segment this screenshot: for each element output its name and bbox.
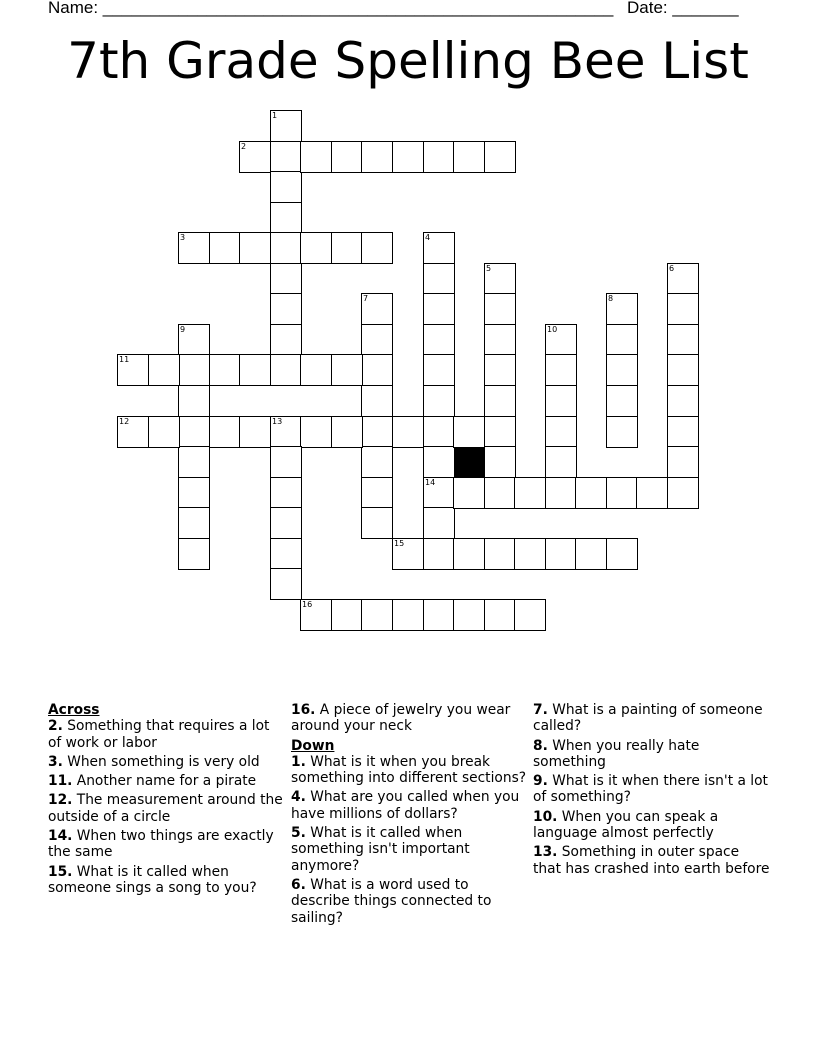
grid-cell[interactable] — [545, 324, 577, 356]
grid-cell[interactable] — [545, 538, 577, 570]
grid-cell[interactable] — [361, 141, 393, 173]
grid-cell[interactable] — [270, 171, 302, 203]
grid-cell[interactable] — [575, 477, 607, 509]
grid-cell[interactable] — [423, 477, 455, 509]
clue-number: 10 — [547, 325, 558, 334]
grid-cell[interactable] — [270, 110, 302, 142]
grid-cell[interactable] — [178, 324, 210, 356]
clue-across: 14. When two things are exactly the same — [48, 828, 274, 861]
grid-cell[interactable] — [270, 507, 302, 539]
grid-cell[interactable] — [331, 232, 363, 264]
grid-cell[interactable] — [209, 354, 241, 386]
clue-number: 16 — [302, 600, 313, 609]
grid-cell[interactable] — [575, 538, 607, 570]
grid-cell[interactable] — [178, 385, 210, 417]
grid-cell[interactable] — [178, 232, 210, 264]
grid-cell[interactable] — [361, 599, 393, 631]
grid-cell[interactable] — [178, 477, 210, 509]
down-heading: Down — [291, 737, 335, 754]
clue-down: 8. When you really hate something — [533, 737, 700, 770]
grid-cell[interactable] — [392, 141, 424, 173]
grid-cell[interactable] — [453, 141, 485, 173]
grid-cell[interactable] — [270, 232, 302, 264]
grid-cell[interactable] — [667, 293, 699, 325]
grid-cell[interactable] — [545, 446, 577, 478]
grid-cell[interactable] — [514, 599, 546, 631]
grid-cell[interactable] — [148, 354, 180, 386]
grid-cell[interactable] — [423, 263, 455, 295]
grid-cell[interactable] — [270, 141, 302, 173]
clue-across: 15. What is it called when someone sings a song to you? — [48, 863, 257, 896]
grid-cell[interactable] — [453, 416, 485, 448]
grid-cell[interactable] — [178, 538, 210, 570]
grid-cell[interactable] — [667, 416, 699, 448]
clue-down: 4. What are you called when you have millions of dollars? — [291, 789, 520, 822]
grid-cell[interactable] — [361, 385, 393, 417]
clue-number: 8 — [608, 294, 614, 303]
grid-cell[interactable] — [484, 324, 516, 356]
clue-down: 5. What is it called when something isn't important anymore? — [291, 825, 470, 874]
grid-cell[interactable] — [331, 354, 363, 386]
grid-cell[interactable] — [270, 354, 302, 386]
grid-cell[interactable] — [331, 141, 363, 173]
grid-cell[interactable] — [484, 477, 516, 509]
grid-cell[interactable] — [392, 416, 424, 448]
grid-cell[interactable] — [178, 416, 210, 448]
grid-cell[interactable] — [423, 416, 455, 448]
grid-cell[interactable] — [423, 385, 455, 417]
grid-cell[interactable] — [270, 446, 302, 478]
grid-cell[interactable] — [484, 354, 516, 386]
grid-cell[interactable] — [667, 324, 699, 356]
grid-cell[interactable] — [392, 538, 424, 570]
clue-across: 16. A piece of jewelry you wear around your neck — [291, 702, 511, 735]
grid-cell[interactable] — [636, 477, 668, 509]
grid-cell[interactable] — [423, 232, 455, 264]
grid-cell[interactable] — [178, 446, 210, 478]
clue-number: 4 — [425, 233, 431, 242]
grid-cell[interactable] — [423, 446, 455, 478]
grid-cell[interactable] — [392, 599, 424, 631]
grid-cell[interactable] — [117, 354, 149, 386]
clue-column-3 — [533, 702, 769, 880]
grid-cell[interactable] — [331, 416, 363, 448]
grid-cell[interactable] — [361, 354, 393, 386]
clue-down: 10. When you can speak a language almost perfectly — [533, 808, 719, 842]
date-field[interactable]: Date: _______ — [627, 0, 739, 17]
clue-down: 1. What is it when you break something into different sections? — [291, 753, 527, 787]
grid-cell[interactable] — [239, 232, 271, 264]
grid-cell[interactable] — [423, 324, 455, 356]
clue-across: 3. When something is very old — [48, 753, 260, 770]
grid-cell[interactable] — [178, 354, 210, 386]
grid-cell[interactable] — [239, 416, 271, 448]
grid-cell[interactable] — [148, 416, 180, 448]
grid-cell[interactable] — [361, 477, 393, 509]
clue-number: 12 — [119, 417, 130, 426]
grid-cell[interactable] — [514, 477, 546, 509]
clue-column-1 — [48, 702, 284, 899]
grid-cell[interactable] — [484, 599, 516, 631]
grid-cell[interactable] — [606, 477, 638, 509]
grid-cell[interactable] — [300, 354, 332, 386]
grid-cell[interactable] — [514, 538, 546, 570]
grid-cell[interactable] — [117, 416, 149, 448]
grid-cell[interactable] — [453, 538, 485, 570]
grid-cell[interactable] — [209, 232, 241, 264]
clue-number: 15 — [394, 539, 405, 548]
clue-number: 9 — [180, 325, 186, 334]
grid-cell[interactable] — [361, 416, 393, 448]
grid-cell[interactable] — [361, 446, 393, 478]
clue-across: 2. Something that requires a lot of work or labor — [48, 718, 270, 751]
grid-cell[interactable] — [423, 141, 455, 173]
clue-number: 6 — [669, 264, 675, 273]
grid-cell[interactable] — [209, 416, 241, 448]
clue-down: 7. What is a painting of someone called? — [533, 702, 763, 735]
grid-cell[interactable] — [300, 232, 332, 264]
grid-cell[interactable] — [545, 385, 577, 417]
grid-cell[interactable] — [453, 599, 485, 631]
grid-cell[interactable] — [423, 507, 455, 539]
clue-down: 13. Something in outer space that has crashed into earth before — [533, 844, 770, 877]
grid-cell[interactable] — [423, 293, 455, 325]
grid-cell[interactable] — [270, 324, 302, 356]
grid-cell[interactable] — [484, 263, 516, 295]
grid-cell[interactable] — [545, 354, 577, 386]
grid-cell[interactable] — [361, 324, 393, 356]
grid-cell[interactable] — [178, 507, 210, 539]
name-field[interactable]: Name: ______________________________________________________ — [48, 0, 614, 17]
clue-across: 11. Another name for a pirate — [48, 773, 257, 790]
grid-cell[interactable] — [484, 446, 516, 478]
grid-cell[interactable] — [270, 202, 302, 234]
clue-number: 3 — [180, 233, 186, 242]
grid-cell[interactable] — [606, 293, 638, 325]
grid-cell[interactable] — [270, 416, 302, 448]
grid-cell[interactable] — [484, 293, 516, 325]
grid-cell[interactable] — [239, 354, 271, 386]
grid-cell[interactable] — [423, 599, 455, 631]
grid-cell[interactable] — [361, 293, 393, 325]
across-heading: Across — [48, 702, 100, 718]
grid-cell[interactable] — [239, 141, 271, 173]
grid-cell[interactable] — [270, 293, 302, 325]
grid-cell[interactable] — [453, 477, 485, 509]
clue-column-2 — [291, 702, 527, 929]
grid-cell[interactable] — [300, 599, 332, 631]
grid-cell[interactable] — [270, 538, 302, 570]
grid-cell[interactable] — [484, 385, 516, 417]
grid-cell[interactable] — [545, 416, 577, 448]
grid-cell[interactable] — [423, 354, 455, 386]
grid-cell[interactable] — [667, 385, 699, 417]
grid-cell[interactable] — [361, 232, 393, 264]
grid-cell[interactable] — [331, 599, 363, 631]
clue-number: 7 — [363, 294, 369, 303]
grid-cell[interactable] — [270, 263, 302, 295]
clue-down: 6. What is a word used to describe things connected to sailing? — [291, 876, 492, 926]
grid-cell[interactable] — [545, 477, 577, 509]
page-title: 7th Grade Spelling Bee List — [67, 32, 749, 90]
clue-number: 1 — [272, 111, 278, 120]
grid-cell[interactable] — [606, 385, 638, 417]
clue-down: 9. What is it when there isn't a lot of something? — [533, 773, 768, 806]
grid-cell[interactable] — [606, 538, 638, 570]
grid-cell[interactable] — [423, 538, 455, 570]
grid-cell[interactable] — [484, 141, 516, 173]
grid-cell[interactable] — [606, 324, 638, 356]
clue-across: 12. The measurement around the outside of a circle — [48, 792, 283, 825]
grid-cell[interactable] — [606, 416, 638, 448]
clue-number: 11 — [119, 355, 130, 364]
grid-cell[interactable] — [484, 538, 516, 570]
grid-cell[interactable] — [667, 446, 699, 478]
grid-cell[interactable] — [361, 507, 393, 539]
grid-cell[interactable] — [270, 477, 302, 509]
clue-number: 13 — [272, 417, 283, 426]
grid-cell[interactable] — [270, 568, 302, 600]
clue-number: 14 — [425, 478, 436, 487]
black-cell — [453, 446, 485, 478]
grid-cell[interactable] — [667, 477, 699, 509]
grid-cell[interactable] — [484, 416, 516, 448]
clue-number: 2 — [241, 142, 247, 151]
grid-cell[interactable] — [667, 263, 699, 295]
grid-cell[interactable] — [300, 141, 332, 173]
grid-cell[interactable] — [667, 354, 699, 386]
clue-number: 5 — [486, 264, 492, 273]
grid-cell[interactable] — [606, 354, 638, 386]
grid-cell[interactable] — [300, 416, 332, 448]
